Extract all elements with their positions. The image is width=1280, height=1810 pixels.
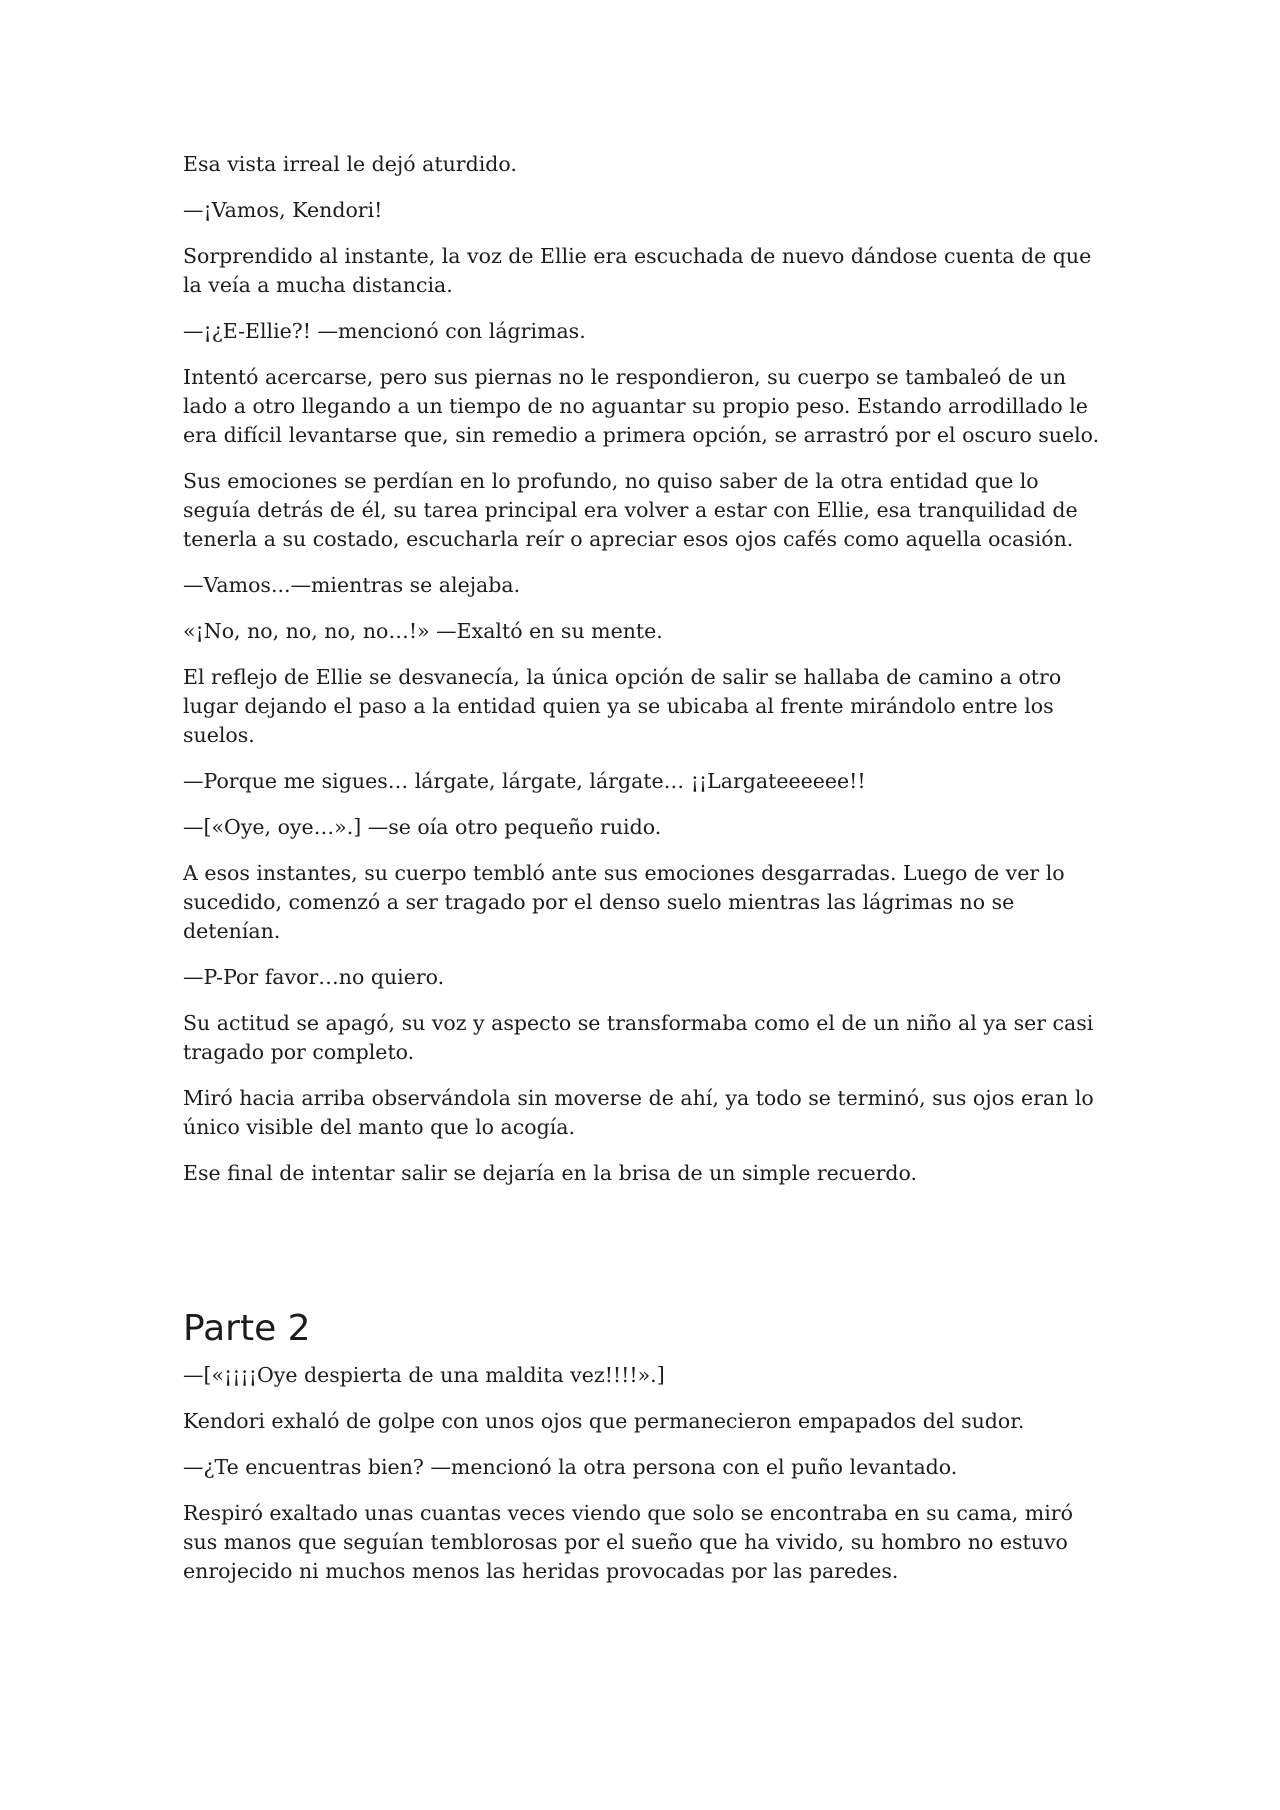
paragraph: —¡Vamos, Kendori! <box>183 198 383 222</box>
paragraph: Sus emociones se perdían en lo profundo, no quiso saber de la otra entidad que lo seguía detrás de él, su tarea principal era volver a estar con Ellie, esa tranquilidad de tenerla a su costado, escucharla reír o apreciar esos ojos cafés como aquella ocasión. <box>183 469 1078 551</box>
part-1-section <box>183 150 1103 1188</box>
document-page <box>183 150 1103 1603</box>
paragraph: Kendori exhaló de golpe con unos ojos que permanecieron empapados del sudor. <box>183 1409 1025 1433</box>
paragraph: Esa vista irreal le dejó aturdido. <box>183 152 517 176</box>
paragraph: Intentó acercarse, pero sus piernas no le respondieron, su cuerpo se tambaleó de un lado a otro llegando a un tiempo de no aguantar su propio peso. Estando arrodillado le era difícil levantarse que, sin remedio a primera opción, se arrastró por el oscuro suelo. <box>183 365 1100 447</box>
paragraph: Miró hacia arriba observándola sin moverse de ahí, ya todo se terminó, sus ojos eran lo único visible del manto que lo acogía. <box>183 1086 1094 1139</box>
paragraph: Ese final de intentar salir se dejaría en la brisa de un simple recuerdo. <box>183 1161 918 1185</box>
paragraph: Sorprendido al instante, la voz de Ellie era escuchada de nuevo dándose cuenta de que la veía a mucha distancia. <box>183 244 1092 297</box>
paragraph: A esos instantes, su cuerpo tembló ante sus emociones desgarradas. Luego de ver lo sucedido, comenzó a ser tragado por el denso suelo mientras las lágrimas no se detenían. <box>183 861 1065 943</box>
paragraph: —¡¿E-Ellie?! —mencionó con lágrimas. <box>183 319 586 343</box>
paragraph: —¿Te encuentras bien? —mencionó la otra persona con el puño levantado. <box>183 1455 958 1479</box>
paragraph: El reflejo de Ellie se desvanecía, la única opción de salir se hallaba de camino a otro lugar dejando el paso a la entidad quien ya se ubicaba al frente mirándolo entre los suelos. <box>183 665 1062 747</box>
part-2-section <box>183 1307 1103 1586</box>
paragraph: —P-Por favor…no quiero. <box>183 965 445 989</box>
paragraph: Su actitud se apagó, su voz y aspecto se transformaba como el de un niño al ya ser casi tragado por completo. <box>183 1011 1094 1064</box>
paragraph: —Vamos...—mientras se alejaba. <box>183 573 521 597</box>
paragraph: —[«Oye, oye…».] —se oía otro pequeño ruido. <box>183 815 662 839</box>
paragraph: —Porque me sigues… lárgate, lárgate, lárgate… ¡¡Largateeeeee!! <box>183 769 866 793</box>
paragraph: «¡No, no, no, no, no…!» —Exaltó en su mente. <box>183 619 663 643</box>
paragraph: —[«¡¡¡¡Oye despierta de una maldita vez!!!!».] <box>183 1363 665 1387</box>
section-heading: Parte 2 <box>183 1308 311 1349</box>
paragraph: Respiró exaltado unas cuantas veces viendo que solo se encontraba en su cama, miró sus manos que seguían temblorosas por el sueño que ha vivido, su hombro no estuvo enrojecido ni muchos menos las heridas provocadas por las paredes. <box>183 1501 1073 1583</box>
